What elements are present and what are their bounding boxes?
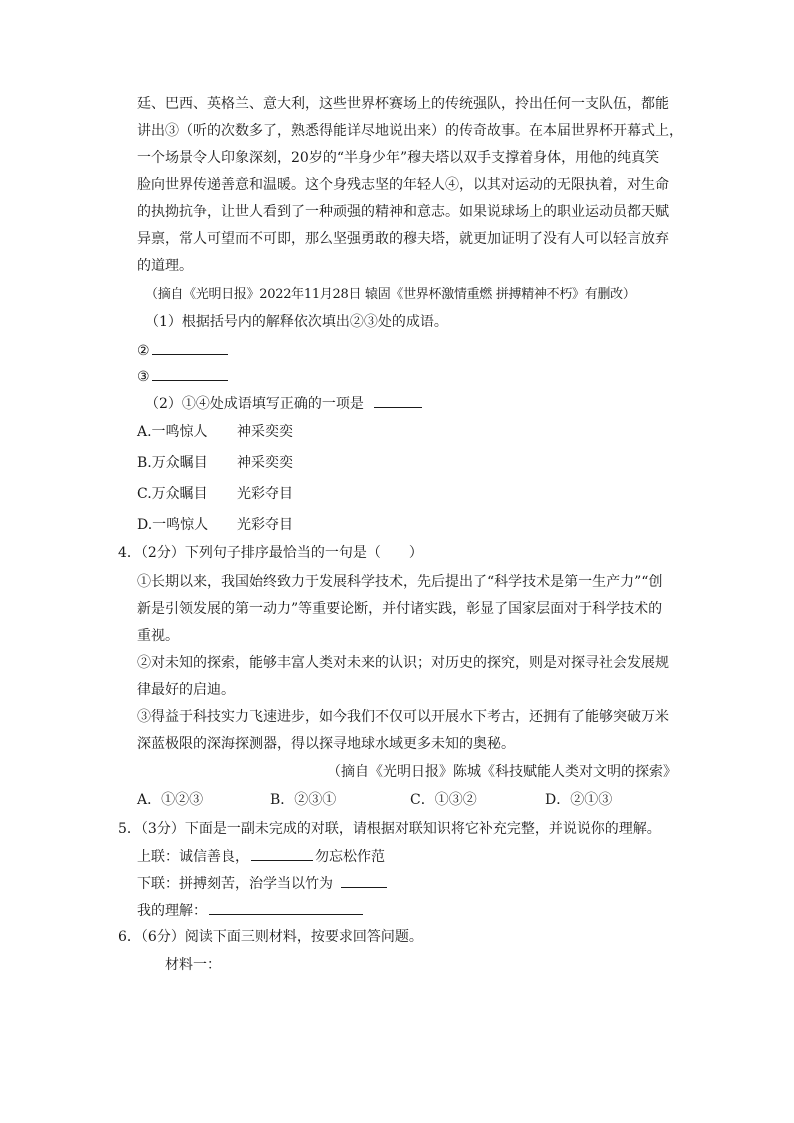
q4-source: （摘自《光明日报》陈城《科技赋能人类对文明的探索》	[327, 764, 677, 780]
q5-lower-text: 下联：拼搏刻苦，治学当以竹为	[137, 876, 333, 892]
q4-line: 律最好的启迪。	[137, 682, 235, 698]
option-label: A.一鸣惊人	[137, 424, 208, 440]
q3-sub2	[145, 393, 424, 414]
q4-option-d[interactable]: D．②①③	[545, 792, 613, 808]
q4-line: ①长期以来，我国始终致力于发展科学技术，先后提出了“科学技术是第一生产力”“创	[137, 574, 663, 590]
q4-option-c[interactable]: C．①③②	[410, 792, 477, 808]
q5-stem: 5．（3分）下面是一副未完成的对联，请根据对联知识将它补充完整，并说说你的理解。	[118, 821, 661, 837]
answer-blank[interactable]	[209, 900, 363, 915]
q3-option-d[interactable]	[137, 515, 293, 535]
q4-options	[137, 790, 612, 810]
q5-upper-prefix: 上联：诚信善良，	[137, 849, 249, 865]
q5-upper	[137, 846, 385, 867]
q3-blank-2[interactable]	[137, 340, 230, 361]
q3-option-c[interactable]	[137, 484, 293, 504]
passage-line: 一个场景令人印象深刻，20岁的“半身少年”穆夫塔以双手支撑着身体，用他的纯真笑	[137, 150, 660, 166]
q5-upper-suffix: 勿忘松作范	[315, 849, 385, 865]
q5-understanding-label: 我的理解：	[137, 903, 207, 919]
passage-line: 脸向世界传递善意和温暖。这个身残志坚的年轻人④，以其对运动的无限执着，对生命	[137, 177, 669, 193]
answer-blank[interactable]	[251, 846, 313, 861]
answer-blank[interactable]	[341, 873, 387, 888]
passage-line: 讲出③（听的次数多了，熟悉得能详尽地说出来）的传奇故事。在本届世界杯开幕式上，	[137, 123, 683, 139]
passage-line: 的执拗抗争，让世人看到了一种顽强的精神和意志。如果说球场上的职业运动员都天赋	[137, 204, 669, 220]
blank-label: ③	[137, 369, 150, 385]
q5-understanding	[137, 900, 365, 921]
q3-option-a[interactable]	[137, 422, 293, 442]
answer-blank[interactable]	[152, 340, 228, 355]
q6-material-label: 材料一：	[165, 957, 221, 973]
passage-line: 的道理。	[137, 258, 193, 274]
passage-source: （摘自《光明日报》2022年11月28日 辕固《世界杯激情重燃 拼搏精神不朽》有删改）	[145, 287, 636, 302]
q4-line: 重视。	[137, 628, 179, 644]
q4-stem: 4．（2分）下列句子排序最恰当的一句是（ ）	[118, 545, 423, 561]
q4-option-a[interactable]: A．①②③	[137, 792, 204, 808]
q3-option-b[interactable]	[137, 453, 293, 473]
blank-label: ②	[137, 343, 150, 359]
option-label: B.万众瞩目	[137, 455, 208, 471]
option-text: 光彩夺目	[237, 486, 293, 502]
q4-line: ③得益于科技实力飞速进步，如今我们不仅可以开展水下考古，还拥有了能够突破万米	[137, 709, 669, 725]
q4-line: ②对未知的探索，能够丰富人类对未来的认识；对历史的探究，则是对探寻社会发展规	[137, 655, 669, 671]
option-text: 神采奕奕	[237, 424, 293, 440]
q3-blank-3[interactable]	[137, 366, 230, 387]
q3-sub2-text: （2）①④处成语填写正确的一项是	[145, 396, 364, 412]
answer-blank[interactable]	[152, 366, 228, 381]
q4-line: 新是引领发展的第一动力”等重要论断，并付诸实践，彰显了国家层面对于科学技术的	[137, 601, 663, 617]
option-text: 神采奕奕	[237, 455, 293, 471]
answer-blank[interactable]	[374, 393, 422, 408]
option-label: D.一鸣惊人	[137, 517, 209, 533]
option-text: 光彩夺目	[237, 517, 293, 533]
option-label: C.万众瞩目	[137, 486, 208, 502]
q4-line: 深蓝极限的深海探测器，得以探寻地球水域更多未知的奥秘。	[137, 736, 515, 752]
q3-sub1: （1）根据括号内的解释依次填出②③处的成语。	[145, 314, 448, 330]
q5-lower	[137, 873, 389, 894]
passage-line: 廷、巴西、英格兰、意大利，这些世界杯赛场上的传统强队，拎出任何一支队伍，都能	[137, 96, 669, 112]
q4-option-b[interactable]: B．②③①	[270, 792, 337, 808]
passage-line: 异禀，常人可望而不可即，那么坚强勇敢的穆夫塔，就更加证明了没有人可以轻言放弃	[137, 231, 669, 247]
q6-stem: 6．（6分）阅读下面三则材料，按要求回答问题。	[118, 929, 423, 945]
